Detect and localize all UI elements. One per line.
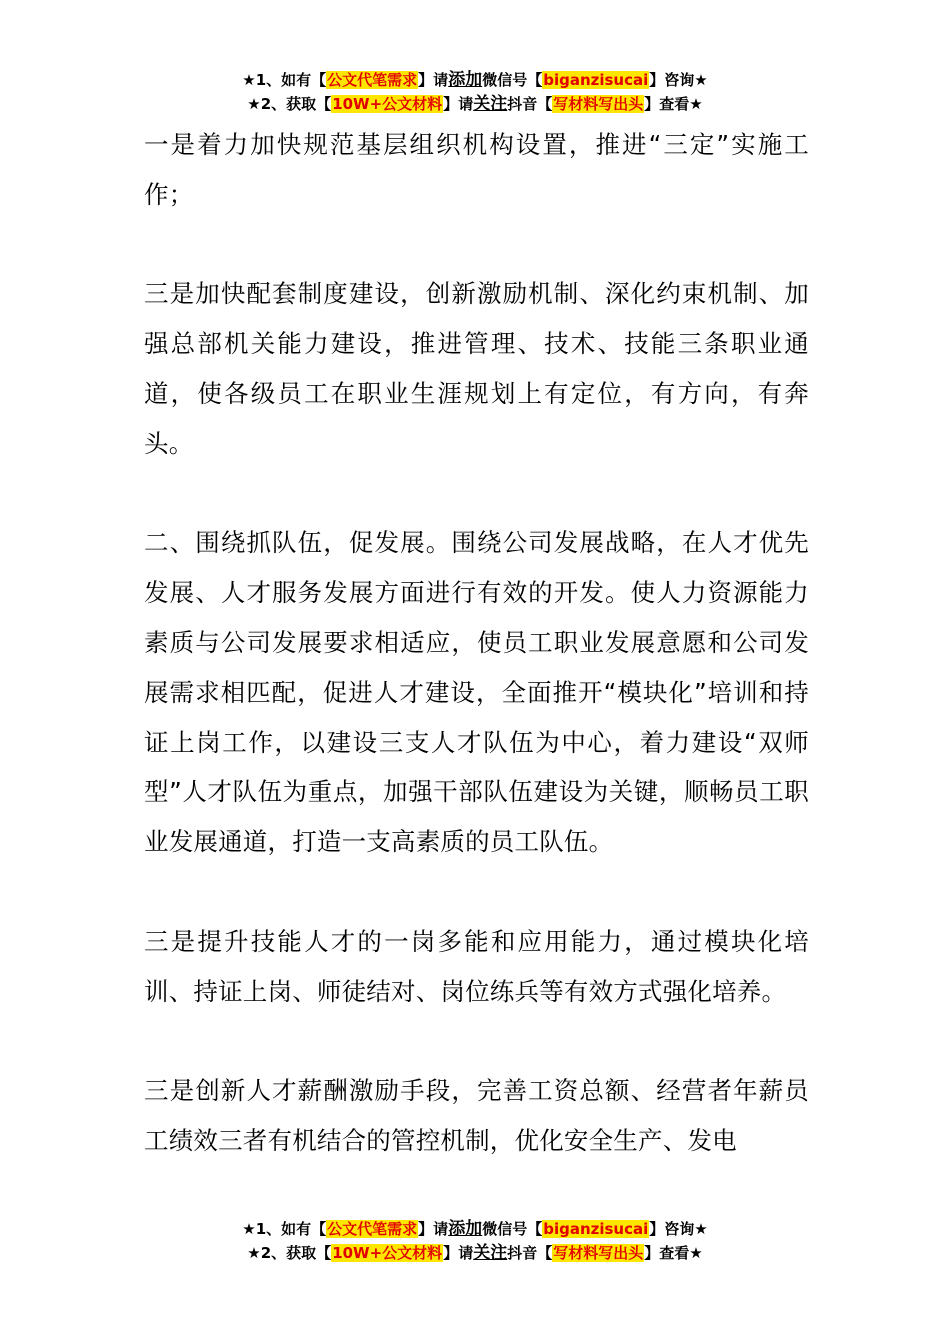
footer-line-1-suffix: 】咨询★ bbox=[649, 1220, 708, 1238]
footer-wechat-id-highlight: biganzisucai bbox=[543, 1220, 649, 1238]
footer-ghostwriting-highlight: 公文代笔需求 bbox=[327, 1220, 418, 1238]
header-follow-underlined: 关注 bbox=[473, 94, 508, 114]
header-line-2-text: 】请 bbox=[443, 95, 474, 113]
document-body bbox=[144, 120, 809, 1166]
header-materials-highlight: 10W+公文材料 bbox=[332, 95, 443, 113]
paragraph-1: 一是着力加快规范基层组织机构设置，推进“三定”实施工作； bbox=[144, 130, 809, 209]
paragraph-2: 三是加快配套制度建设，创新激励机制、深化约束机制、加强总部机关能力建设，推进管理、技术、技能三条职业通道，使各级员工在职业生涯规划上有定位，有方向，有奔头。 bbox=[144, 279, 809, 458]
footer-douyin-account-highlight: 写材料写出头 bbox=[553, 1244, 644, 1262]
footer-line-1 bbox=[0, 1217, 950, 1241]
header-line-2-prefix: ★2、获取【 bbox=[247, 95, 332, 113]
footer-follow-underlined: 关注 bbox=[473, 1243, 508, 1263]
header-line-1 bbox=[0, 68, 950, 92]
paragraph-4: 三是提升技能人才的一岗多能和应用能力，通过模块化培训、持证上岗、师徒结对、岗位练兵等有效方式强化培养。 bbox=[144, 926, 809, 1006]
header-line-1-prefix: ★1、如有【 bbox=[242, 71, 327, 89]
paragraph-5: 三是创新人才薪酬激励手段，完善工资总额、经营者年薪员工绩效三者有机结合的管控机制，优化安全生产、发电 bbox=[144, 1076, 809, 1155]
footer-banner bbox=[0, 1217, 950, 1265]
footer-line-2-text: 】请 bbox=[443, 1244, 474, 1262]
header-line-1-text: 】请 bbox=[418, 71, 449, 89]
footer-line-2-douyin-label: 抖音【 bbox=[507, 1244, 553, 1262]
paragraph-3: 二、围绕抓队伍，促发展。围绕公司发展战略，在人才优先发展、人才服务发展方面进行有效的开发。使人力资源能力素质与公司发展要求相适应，使员工职业发展意愿和公司发展需求相匹配，促进人才建设，全面推开“模块化”培训和持证上岗工作，以建设三支人才队伍为中心，着力建设“双师型”人才队伍为重点，加强干部队伍建设为关键，顺畅员工职业发展通道，打造一支高素质的员工队伍。 bbox=[144, 528, 809, 857]
footer-line-2 bbox=[0, 1241, 950, 1265]
header-add-underlined: 添加 bbox=[448, 70, 483, 90]
footer-materials-highlight: 10W+公文材料 bbox=[332, 1244, 443, 1262]
header-ghostwriting-highlight: 公文代笔需求 bbox=[327, 71, 418, 89]
header-line-1-wechat-label: 微信号【 bbox=[482, 71, 543, 89]
header-line-2-suffix: 】查看★ bbox=[644, 95, 703, 113]
footer-line-1-text: 】请 bbox=[418, 1220, 449, 1238]
footer-line-1-wechat-label: 微信号【 bbox=[482, 1220, 543, 1238]
header-line-1-suffix: 】咨询★ bbox=[649, 71, 708, 89]
footer-line-2-prefix: ★2、获取【 bbox=[247, 1244, 332, 1262]
header-wechat-id-highlight: biganzisucai bbox=[543, 71, 649, 89]
footer-add-underlined: 添加 bbox=[448, 1219, 483, 1239]
header-line-2-douyin-label: 抖音【 bbox=[507, 95, 553, 113]
footer-line-2-suffix: 】查看★ bbox=[644, 1244, 703, 1262]
header-line-2 bbox=[0, 92, 950, 116]
footer-line-1-prefix: ★1、如有【 bbox=[242, 1220, 327, 1238]
header-douyin-account-highlight: 写材料写出头 bbox=[553, 95, 644, 113]
header-banner bbox=[0, 68, 950, 116]
